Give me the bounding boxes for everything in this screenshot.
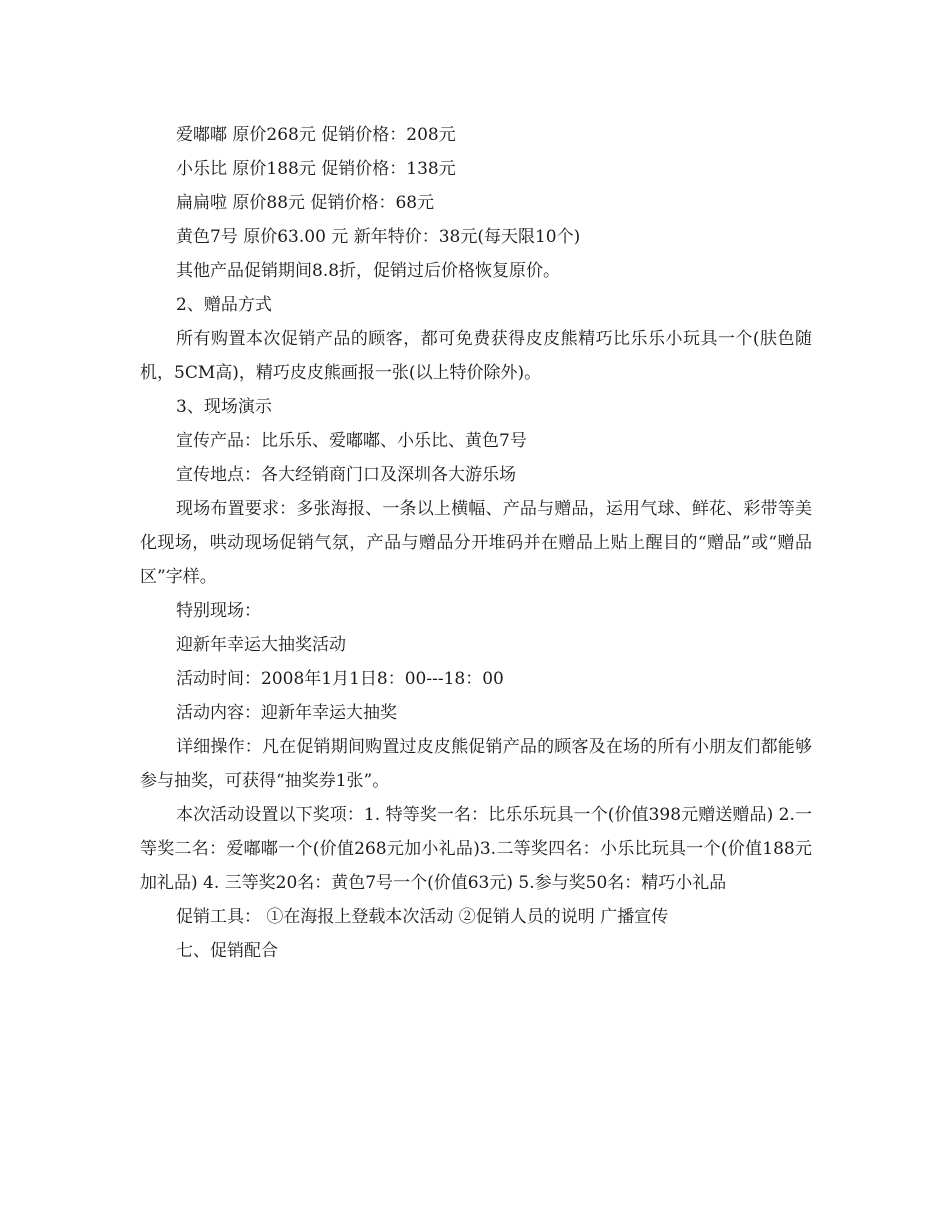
section-heading-coordination: 七、促销配合	[176, 941, 278, 961]
price-line-aidudu: 爱嘟嘟 原价268元 促销价格：208元	[176, 125, 456, 145]
event-operation: 详细操作：凡在促销期间购置过皮皮熊促销产品的顾客及在场的所有小朋友们都能够参与抽奖，可获得“抽奖券1张”。	[140, 737, 812, 791]
section-heading-demo: 3、现场演示	[176, 397, 272, 417]
price-line-yellow-7: 黄色7号 原价63.00 元 新年特价：38元(每天限10个)	[176, 227, 581, 247]
lottery-title: 迎新年幸运大抽奖活动	[176, 635, 346, 655]
document-body	[140, 118, 812, 968]
event-time: 活动时间：2008年1月1日8：00---18：00	[176, 669, 504, 689]
prize-list: 本次活动设置以下奖项：1. 特等奖一名：比乐乐玩具一个(价值398元赠送赠品) 2.一等奖二名：爱嘟嘟一个(价值268元加小礼品)3.二等奖四名：小乐比玩具一个(价值188元加礼品) 4. 三等奖20名：黄色7号一个(价值63元) 5.参与奖50名：精巧小礼品	[140, 805, 812, 893]
promo-tools: 促销工具： ①在海报上登载本次活动 ②促销人员的说明 广播宣传	[176, 907, 669, 927]
site-setup-requirements: 现场布置要求：多张海报、一条以上横幅、产品与赠品，运用气球、鲜花、彩带等美化现场，哄动现场促销气氛，产品与赠品分开堆码并在赠品上贴上醒目的“赠品”或“赠品区”字样。	[140, 499, 812, 587]
gifts-paragraph: 所有购置本次促销产品的顾客，都可免费获得皮皮熊精巧比乐乐小玩具一个(肤色随机，5CM高)，精巧皮皮熊画报一张(以上特价除外)。	[140, 329, 812, 383]
event-content: 活动内容：迎新年幸运大抽奖	[176, 703, 397, 723]
section-heading-gifts: 2、赠品方式	[176, 295, 272, 315]
price-line-bianbianla: 扁扁啦 原价88元 促销价格：68元	[176, 193, 435, 213]
promo-products: 宣传产品：比乐乐、爱嘟嘟、小乐比、黄色7号	[176, 431, 527, 451]
promo-location: 宣传地点：各大经销商门口及深圳各大游乐场	[176, 465, 516, 485]
price-line-xiaolebi: 小乐比 原价188元 促销价格：138元	[176, 159, 456, 179]
discount-note: 其他产品促销期间8.8折，促销过后价格恢复原价。	[176, 261, 561, 281]
special-site-label: 特别现场：	[176, 601, 261, 621]
